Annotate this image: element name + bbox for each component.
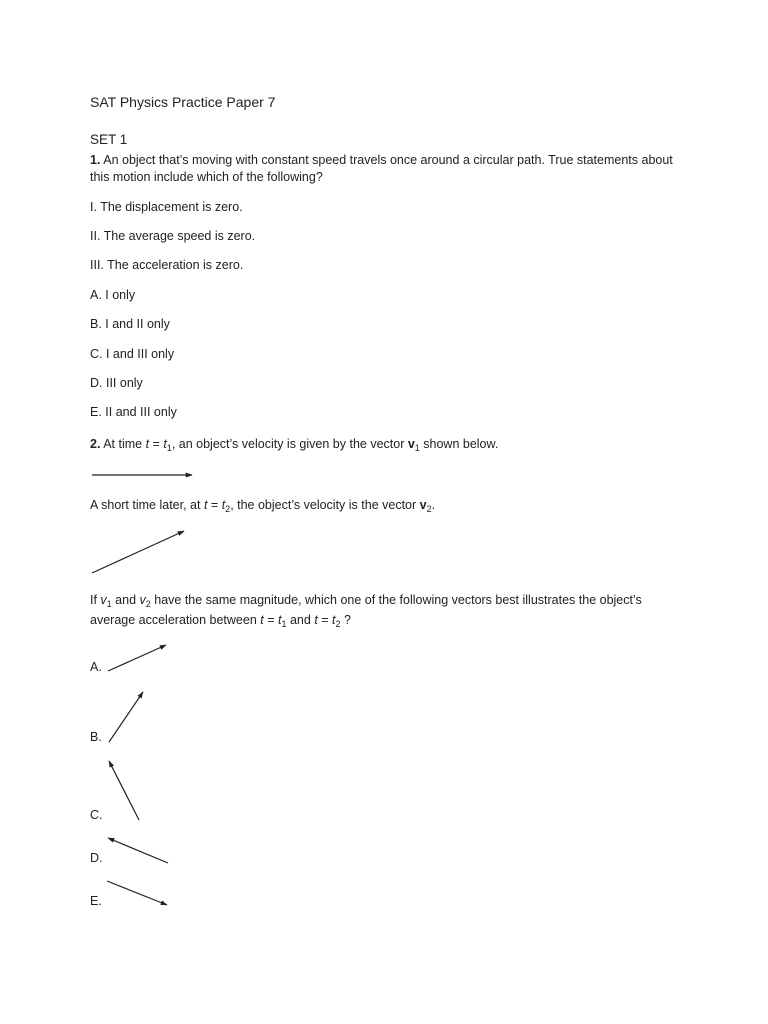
choice-d-arrow xyxy=(108,838,168,863)
question-2-later: A short time later, at $t = t_2$, the object’s velocity is the vector $v_2$. xyxy=(90,498,436,514)
statement-2: II. The average speed is zero. xyxy=(90,229,256,243)
q1-option-a: A. I only xyxy=(90,288,136,302)
choice-a-arrow xyxy=(108,645,166,671)
choice-label-b: B. xyxy=(90,730,102,744)
vector-v2-arrow xyxy=(92,531,184,573)
question-2-number: 2. xyxy=(90,437,101,451)
choice-b-arrow xyxy=(109,692,143,742)
choice-label-a: A. xyxy=(90,660,102,674)
question-1-number: 1. xyxy=(90,153,101,167)
q1-option-e: E. II and III only xyxy=(90,405,177,419)
question-2-intro: 2. At time $t = t_1$, an object’s velocity is given by the vector $v_1$ shown below. xyxy=(90,437,499,453)
statement-3: III. The acceleration is zero. xyxy=(90,258,244,272)
choice-label-d: D. xyxy=(90,851,103,865)
choice-e-arrow xyxy=(107,881,167,905)
question-1-text: An object that’s moving with constant speed travels once around a circular path. True statements about this motion include which of the following? xyxy=(90,153,673,184)
question-2-prompt-line-2: average acceleration between $t = t_1$ and $t = t_2$ ? xyxy=(90,613,351,629)
q1-option-b: B. I and II only xyxy=(90,317,170,331)
question-2-prompt-line-1: If $v_1$ and $v_2$ have the same magnitude, which one of the following vectors best illustrates the object’s xyxy=(90,593,642,609)
choice-label-c: C. xyxy=(90,808,103,822)
statement-1: I. The displacement is zero. xyxy=(90,200,243,214)
choice-c-arrow xyxy=(109,761,139,820)
page-title: SAT Physics Practice Paper 7 xyxy=(90,94,276,110)
q1-option-c: C. I and III only xyxy=(90,347,175,361)
q1-option-d: D. III only xyxy=(90,376,143,390)
set-label: SET 1 xyxy=(90,132,128,147)
choice-label-e: E. xyxy=(90,894,102,908)
